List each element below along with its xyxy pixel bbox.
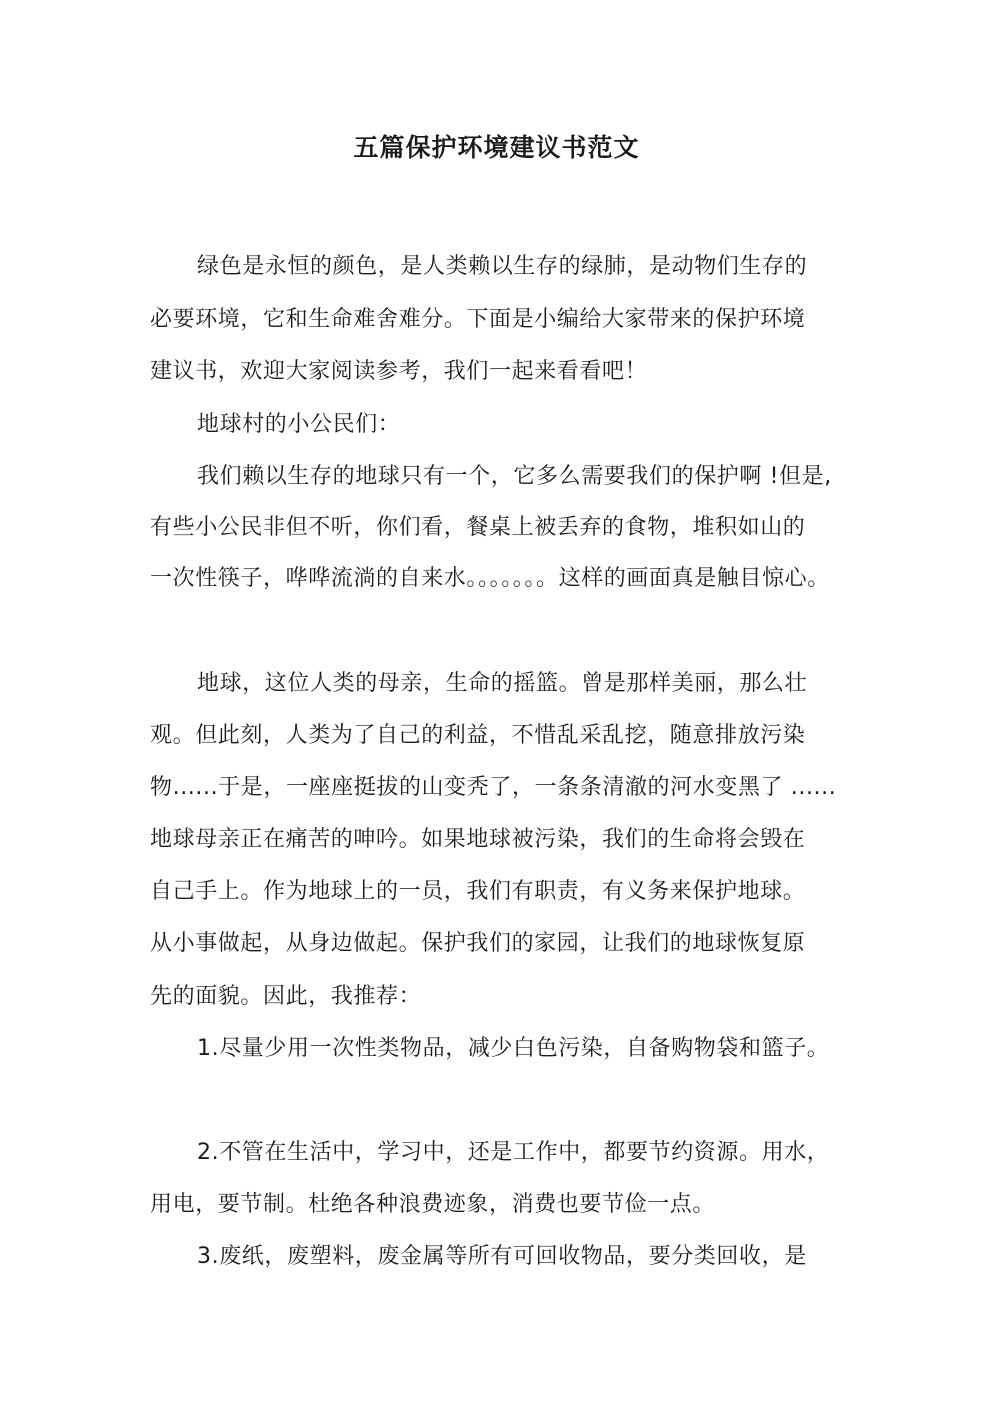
paragraph-line: 有些小公民非但不听，你们看，餐桌上被丢弃的食物，堆积如山的 [150,515,806,540]
salutation: 地球村的小公民们： [197,412,401,437]
list-item-3: 3.废纸，废塑料，废金属等所有可回收物品，要分类回收，是 [197,1244,807,1269]
paragraph-line: 绿色是永恒的颜色，是人类赖以生存的绿肺，是动物们生存的 [197,254,808,279]
paragraph-line: 一次性筷子，哗哗流淌的自来水。。。。。。。这样的画面真是触目惊心。 [150,566,830,591]
paragraph-line: 观。但此刻，人类为了自己的利益，不惜乱采乱挖，随意排放污染 [150,723,806,748]
paragraph-line: 建议书，欢迎大家阅读参考，我们一起来看看吧！ [150,359,648,384]
paragraph-line: 必要环境，它和生命难舍难分。下面是小编给大家带来的保护环境 [150,307,806,332]
paragraph-line: 从小事做起，从身边做起。保护我们的家园，让我们的地球恢复原 [150,931,806,956]
list-item-1: 1.尽量少用一次性类物品，减少白色污染，自备购物袋和篮子。 [197,1036,830,1061]
paragraph-line: 地球母亲正在痛苦的呻吟。如果地球被污染，我们的生命将会毁在 [150,827,806,852]
list-item-2: 2.不管在生活中，学习中，还是工作中，都要节约资源。用水， [197,1140,830,1165]
paragraph-line: 我们赖以生存的地球只有一个，它多么需要我们的保护啊 !但是, [197,464,832,489]
paragraph-line: 先的面貌。因此，我推荐： [150,984,422,1009]
paragraph-line: 地球，这位人类的母亲，生命的摇篮。曾是那样美丽，那么壮 [197,671,808,696]
paragraph-line: 物......于是，一座座挺拔的山变秃了，一条条清澈的河水变黑了 ...... [150,775,837,800]
document-title: 五篇保护环境建议书范文 [353,133,640,162]
paragraph-line: 用电，要节制。杜绝各种浪费迹象，消费也要节俭一点。 [150,1192,716,1217]
paragraph-line: 自己手上。作为地球上的一员，我们有职责，有义务来保护地球。 [150,879,806,904]
